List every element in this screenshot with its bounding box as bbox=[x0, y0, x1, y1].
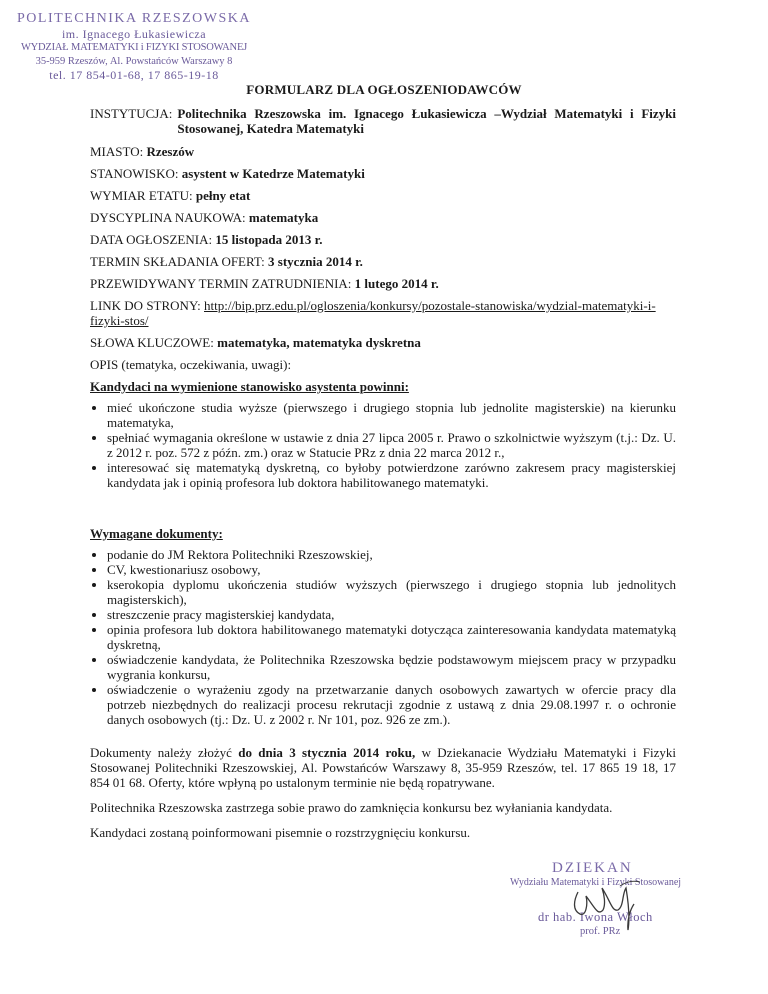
field-city bbox=[90, 144, 676, 159]
field-value: Politechnika Rzeszowska im. Ignacego Łukasiewicza –Wydział Matematyki i Fizyki Stosowanej, Katedra Matematyki bbox=[177, 106, 676, 136]
stamp-line-address: 35-959 Rzeszów, Al. Powstańców Warszawy 8 bbox=[35, 56, 233, 67]
list-item: • spełniać wymagania określone w ustawie z dnia 27 lipca 2005 r. Prawo o szkolnictwie wyższym (t.j.: Dz. U. z 2012 r. poz. 572 z późn. zm.) oraz w Statucie PRz z dnia 22 marca 2012 r., bbox=[107, 430, 676, 460]
list-item: • oświadczenie o wyrażeniu zgody na przetwarzanie danych osobowych zawartych w ofercie pracy dla potrzeb niezbędnych do realizacji procesu rekrutacji zgodnie z ustawą z dnia 29.08.1997 r. o ochronie danych osobowych (tj.: Dz. U. z 2002 r. Nr 101, poz. 926 ze zm.). bbox=[107, 682, 676, 727]
field-value: matematyka, matematyka dyskretna bbox=[217, 335, 421, 350]
field-value: pełny etat bbox=[195, 188, 251, 203]
field-label: MIASTO: bbox=[90, 144, 144, 159]
submission-text: Dokumenty należy złożyć bbox=[90, 745, 232, 760]
field-link bbox=[90, 298, 676, 328]
list-item: • kserokopia dyplomu ukończenia studiów wyższych (pierwszego i drugiego stopnia lub jednolitych magisterskich), bbox=[107, 577, 676, 607]
candidates-list bbox=[90, 400, 676, 490]
field-work-time bbox=[90, 188, 676, 203]
stamp-line-phone: tel. 17 854-01-68, 17 865-19-18 bbox=[49, 68, 219, 82]
form-body bbox=[90, 106, 676, 840]
field-hire-date bbox=[90, 276, 676, 291]
reservation-paragraph: Politechnika Rzeszowska zastrzega sobie prawo do zamknięcia konkursu bez wyłaniania kandydata. bbox=[90, 800, 613, 815]
dean-role: prof. PRz bbox=[580, 926, 621, 937]
list-item: • streszczenie pracy magisterskiej kandydata, bbox=[107, 607, 676, 622]
field-label: SŁOWA KLUCZOWE: bbox=[90, 335, 214, 350]
institution-stamp bbox=[4, 10, 264, 82]
stamp-line-faculty: WYDZIAŁ MATEMATYKI i FIZYKI STOSOWANEJ bbox=[20, 42, 248, 53]
handwritten-signature-icon bbox=[500, 860, 760, 960]
field-label: STANOWISKO: bbox=[90, 166, 179, 181]
field-label: INSTYTUCJA: bbox=[90, 106, 173, 121]
list-item: • podanie do JM Rektora Politechniki Rzeszowskiej, bbox=[107, 547, 676, 562]
field-label: LINK DO STRONY: bbox=[90, 298, 201, 313]
field-keywords bbox=[90, 335, 676, 350]
field-label: WYMIAR ETATU: bbox=[90, 188, 193, 203]
dean-name: dr hab. Iwona Włoch bbox=[538, 910, 653, 924]
list-item: • opinia profesora lub doktora habilitowanego matematyki dotycząca zainteresowania kandydata matematyką dyskretną, bbox=[107, 622, 676, 652]
field-label: PRZEWIDYWANY TERMIN ZATRUDNIENIA: bbox=[90, 276, 352, 291]
field-institution bbox=[90, 106, 676, 136]
submission-deadline: do dnia 3 stycznia 2014 roku, bbox=[238, 745, 416, 760]
dean-signature-stamp bbox=[500, 860, 760, 990]
announcement-link[interactable]: http://bip.prz.edu.pl/ogloszenia/konkursy/pozostale-stanowiska/wydzial-matematyki-i-fizyki-stos/ bbox=[90, 298, 656, 328]
field-announce-date bbox=[90, 232, 676, 247]
candidates-heading: Kandydaci na wymienione stanowisko asystenta powinni: bbox=[90, 379, 409, 394]
field-value: 15 listopada 2013 r. bbox=[215, 232, 323, 247]
list-item: • oświadczenie kandydata, że Politechnika Rzeszowska będzie podstawowym miejscem pracy w przypadku wygrania konkursu, bbox=[107, 652, 676, 682]
field-value: 3 stycznia 2014 r. bbox=[268, 254, 363, 269]
field-value: 1 lutego 2014 r. bbox=[354, 276, 439, 291]
submission-text: w Dziekanacie Wydziału Matematyki i Fizyki Stosowanej Politechniki Rzeszowskiej, Al. Powstańców Warszawy 8, 35-959 Rzeszów, tel. 17 865 19 18, 17 854 01 68. Oferty, które wpłyną po ustalonym terminie nie będą ropatrywane. bbox=[90, 745, 677, 790]
dean-department: Wydziału Matematyki i Fizyki Stosowanej bbox=[510, 877, 682, 888]
field-discipline bbox=[90, 210, 676, 225]
field-value: Rzeszów bbox=[146, 144, 195, 159]
notification-paragraph: Kandydaci zostaną poinformowani pisemnie o rozstrzygnięciu konkursu. bbox=[90, 825, 471, 840]
field-position bbox=[90, 166, 676, 181]
field-value: asystent w Katedrze Matematyki bbox=[181, 166, 365, 181]
form-title: FORMULARZ DLA OGŁOSZENIODAWCÓW bbox=[246, 82, 522, 97]
list-item: • CV, kwestionariusz osobowy, bbox=[107, 562, 676, 577]
documents-heading: Wymagane dokumenty: bbox=[90, 526, 223, 541]
stamp-line-university: POLITECHNIKA RZESZOWSKA bbox=[17, 11, 251, 26]
submission-paragraph bbox=[90, 745, 676, 790]
field-label: DYSCYPLINA NAUKOWA: bbox=[90, 210, 246, 225]
field-description bbox=[90, 357, 676, 372]
field-label: OPIS (tematyka, oczekiwania, uwagi): bbox=[90, 357, 292, 372]
list-item: • mieć ukończone studia wyższe (pierwszego i drugiego stopnia lub jednolite magisterskie) na kierunku matematyka, bbox=[107, 400, 676, 430]
field-value: matematyka bbox=[248, 210, 319, 225]
stamp-line-patron: im. Ignacego Łukasiewicza bbox=[61, 27, 207, 41]
field-label: DATA OGŁOSZENIA: bbox=[90, 232, 213, 247]
list-item: • interesować się matematyką dyskretną, co byłoby potwierdzone zarówno zakresem pracy magisterskiej kandydata jak i opinią profesora lub doktora habilitowanego matematyki. bbox=[107, 460, 676, 490]
field-deadline bbox=[90, 254, 676, 269]
documents-list bbox=[90, 547, 676, 727]
field-label: TERMIN SKŁADANIA OFERT: bbox=[90, 254, 265, 269]
dean-title: DZIEKAN bbox=[552, 860, 633, 876]
